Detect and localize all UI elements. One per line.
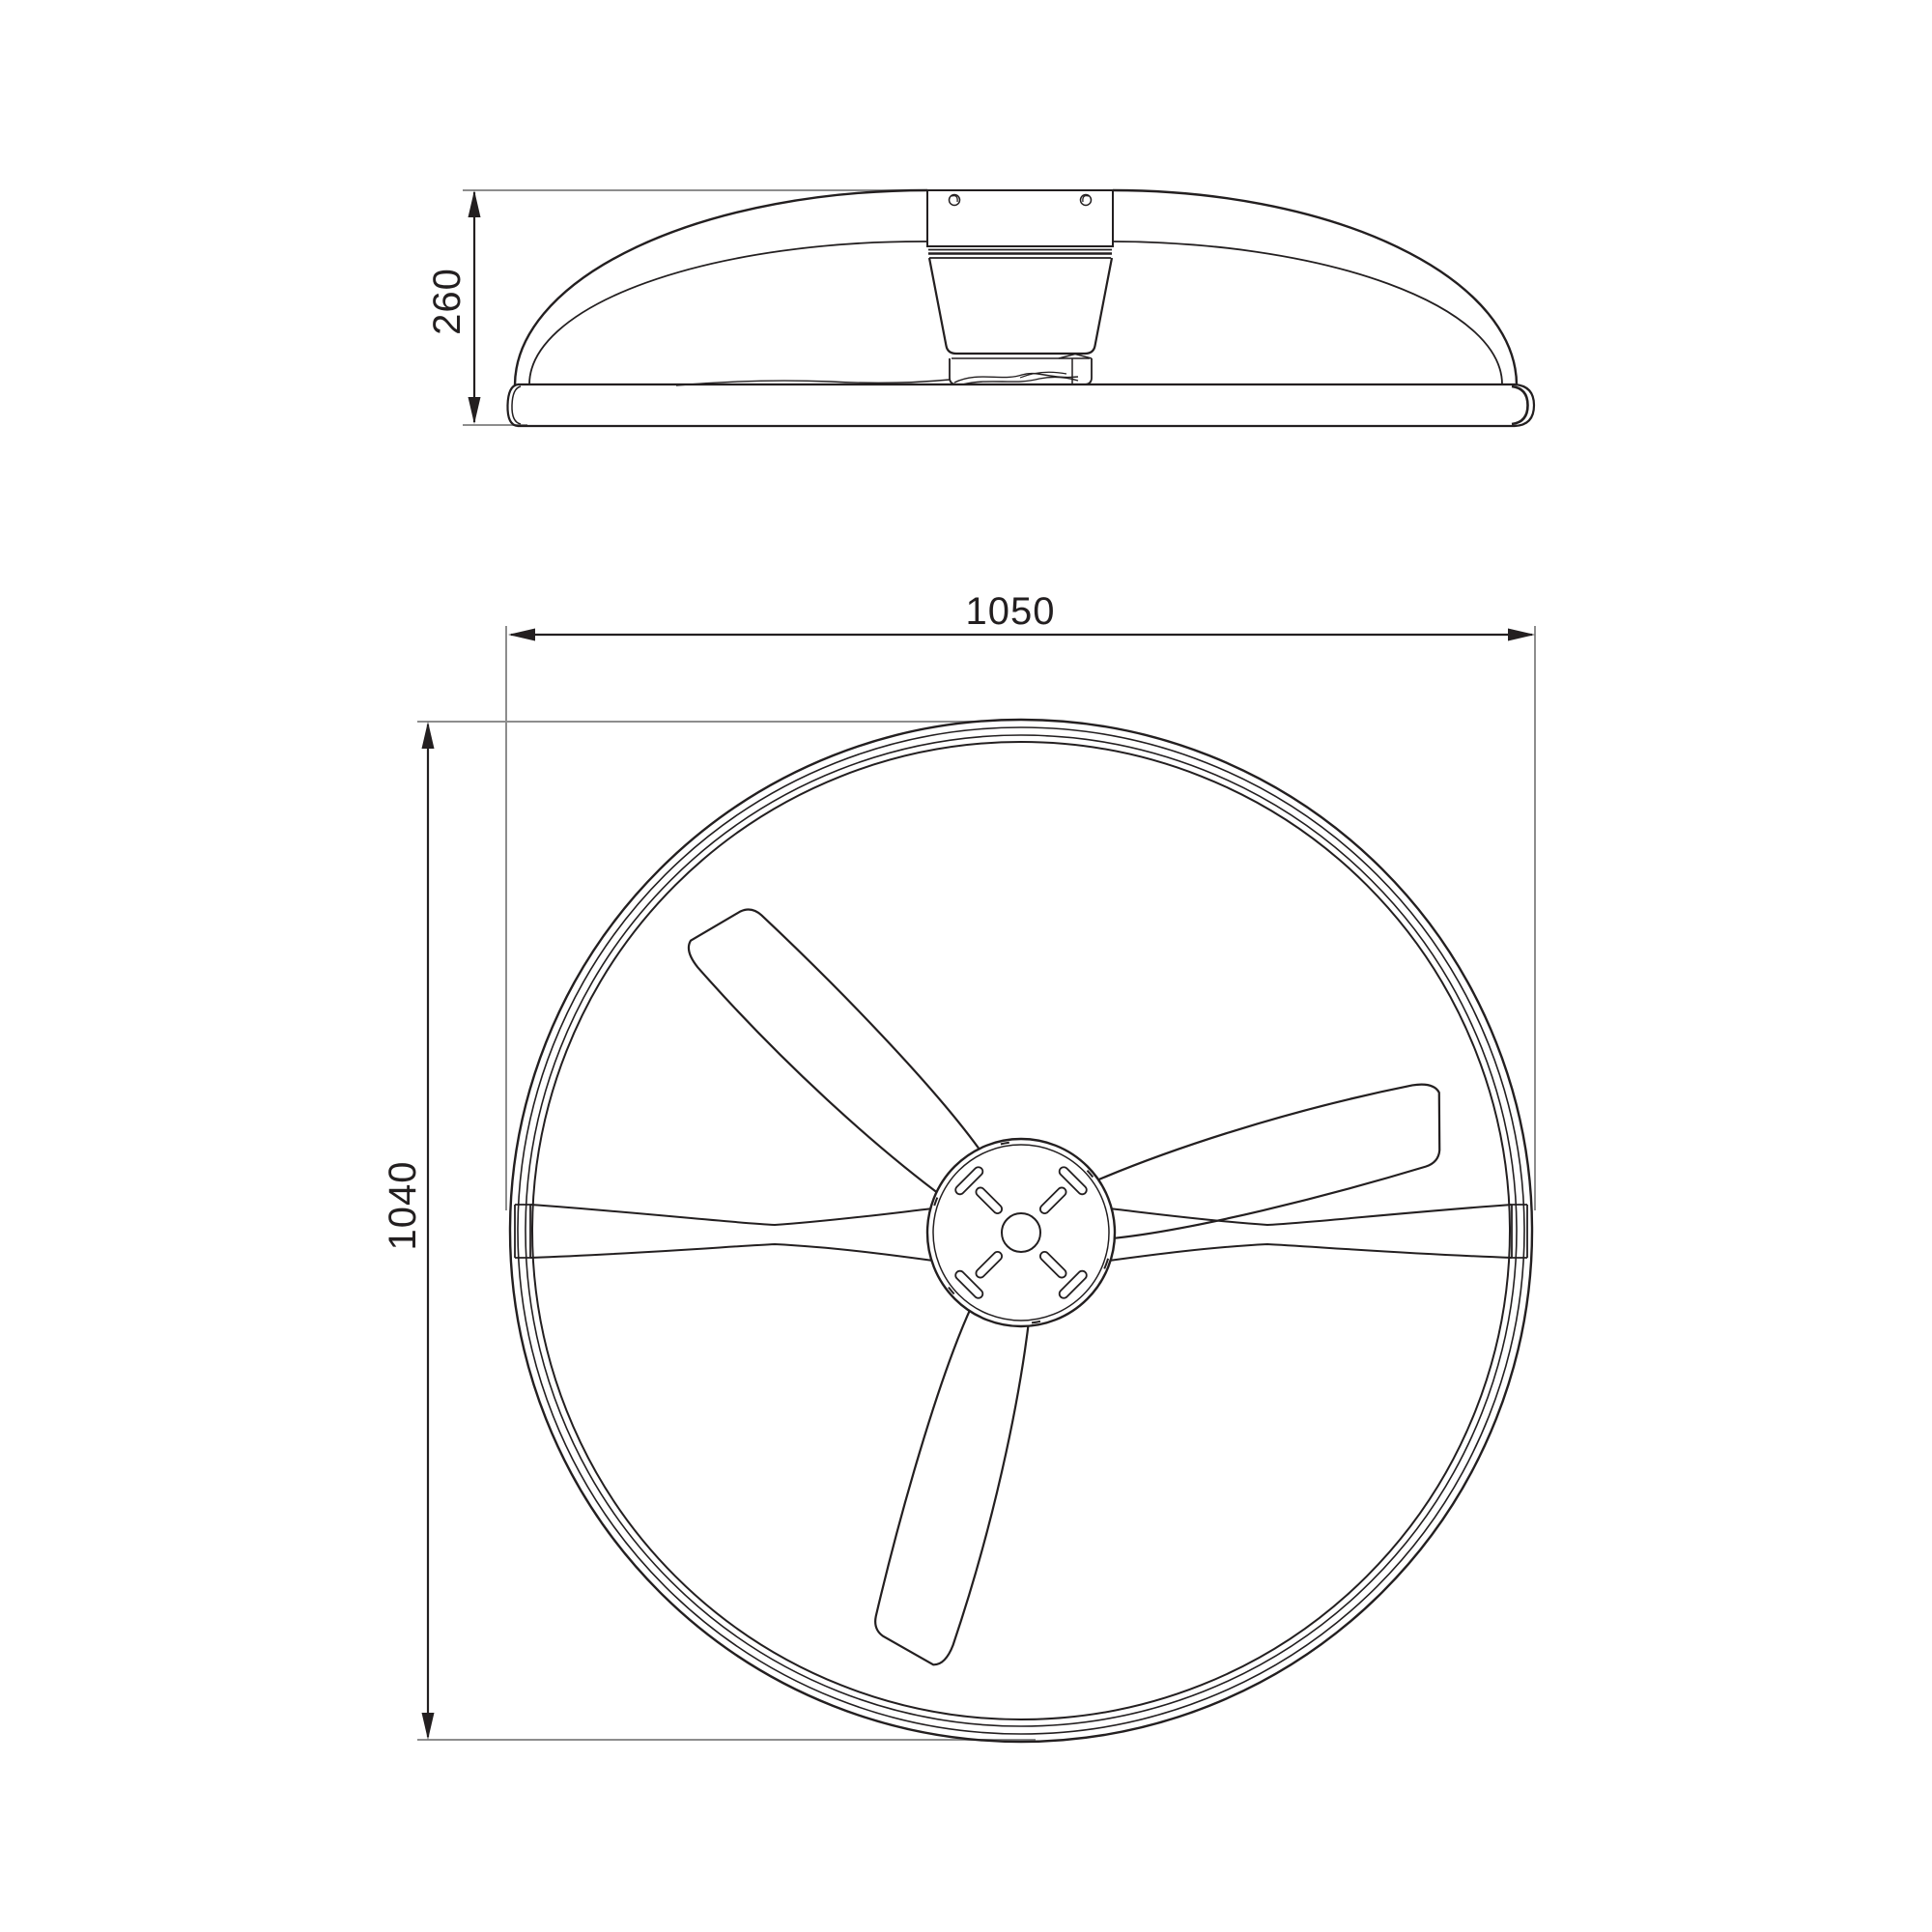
dome-shell (515, 190, 1517, 385)
fan-blade-upper-left (680, 891, 994, 1211)
motor-housing (929, 258, 1112, 358)
arrowhead-up (422, 722, 435, 749)
arrowhead-right (1508, 629, 1535, 641)
motor-housing-outline (929, 258, 1112, 354)
hub-outer-circle (927, 1139, 1115, 1326)
rim-bar-right-cap (1515, 384, 1534, 426)
dimension-260 (426, 190, 481, 424)
plan-view (382, 590, 1535, 1742)
mount-plate-outline (927, 190, 1113, 246)
canopy-band (928, 250, 1112, 259)
dome-inner-arc-left (529, 242, 927, 384)
mount-plate (927, 190, 1113, 246)
dimension-label-1040: 1040 (382, 1160, 424, 1251)
arm-left-top-edge (530, 1205, 933, 1225)
blade-edge-profile (962, 377, 1078, 384)
motor-hub (907, 1119, 1136, 1348)
hub-box-outline (950, 358, 1092, 384)
arm-right-top-edge (1109, 1205, 1512, 1225)
dimension-label-260: 260 (426, 268, 469, 335)
fan-blade-bottom (865, 1296, 1048, 1668)
arm-left-bottom-edge (530, 1244, 933, 1261)
arrowhead-down (469, 397, 481, 424)
rim-bar-left-cap-inner (512, 386, 521, 424)
dome-inner-arc-right (1113, 242, 1502, 384)
arm-right-bottom-edge (1109, 1244, 1512, 1261)
screw-slot-mark (952, 196, 957, 202)
arrowhead-down (422, 1713, 435, 1740)
dome-outer-arc-right (1113, 190, 1517, 385)
arrowhead-left (508, 629, 535, 641)
dimension-1040 (382, 722, 435, 1740)
dome-outer-arc-left (515, 190, 927, 385)
screw-slot-mark (1083, 196, 1089, 202)
rim-bar-right-cap-inner (1512, 386, 1528, 424)
dimension-1050 (508, 590, 1535, 641)
arrowhead-up (469, 190, 481, 217)
rim-bar (507, 384, 1534, 426)
dimension-label-1050: 1050 (965, 590, 1056, 633)
side-elevation-view (426, 190, 1534, 426)
